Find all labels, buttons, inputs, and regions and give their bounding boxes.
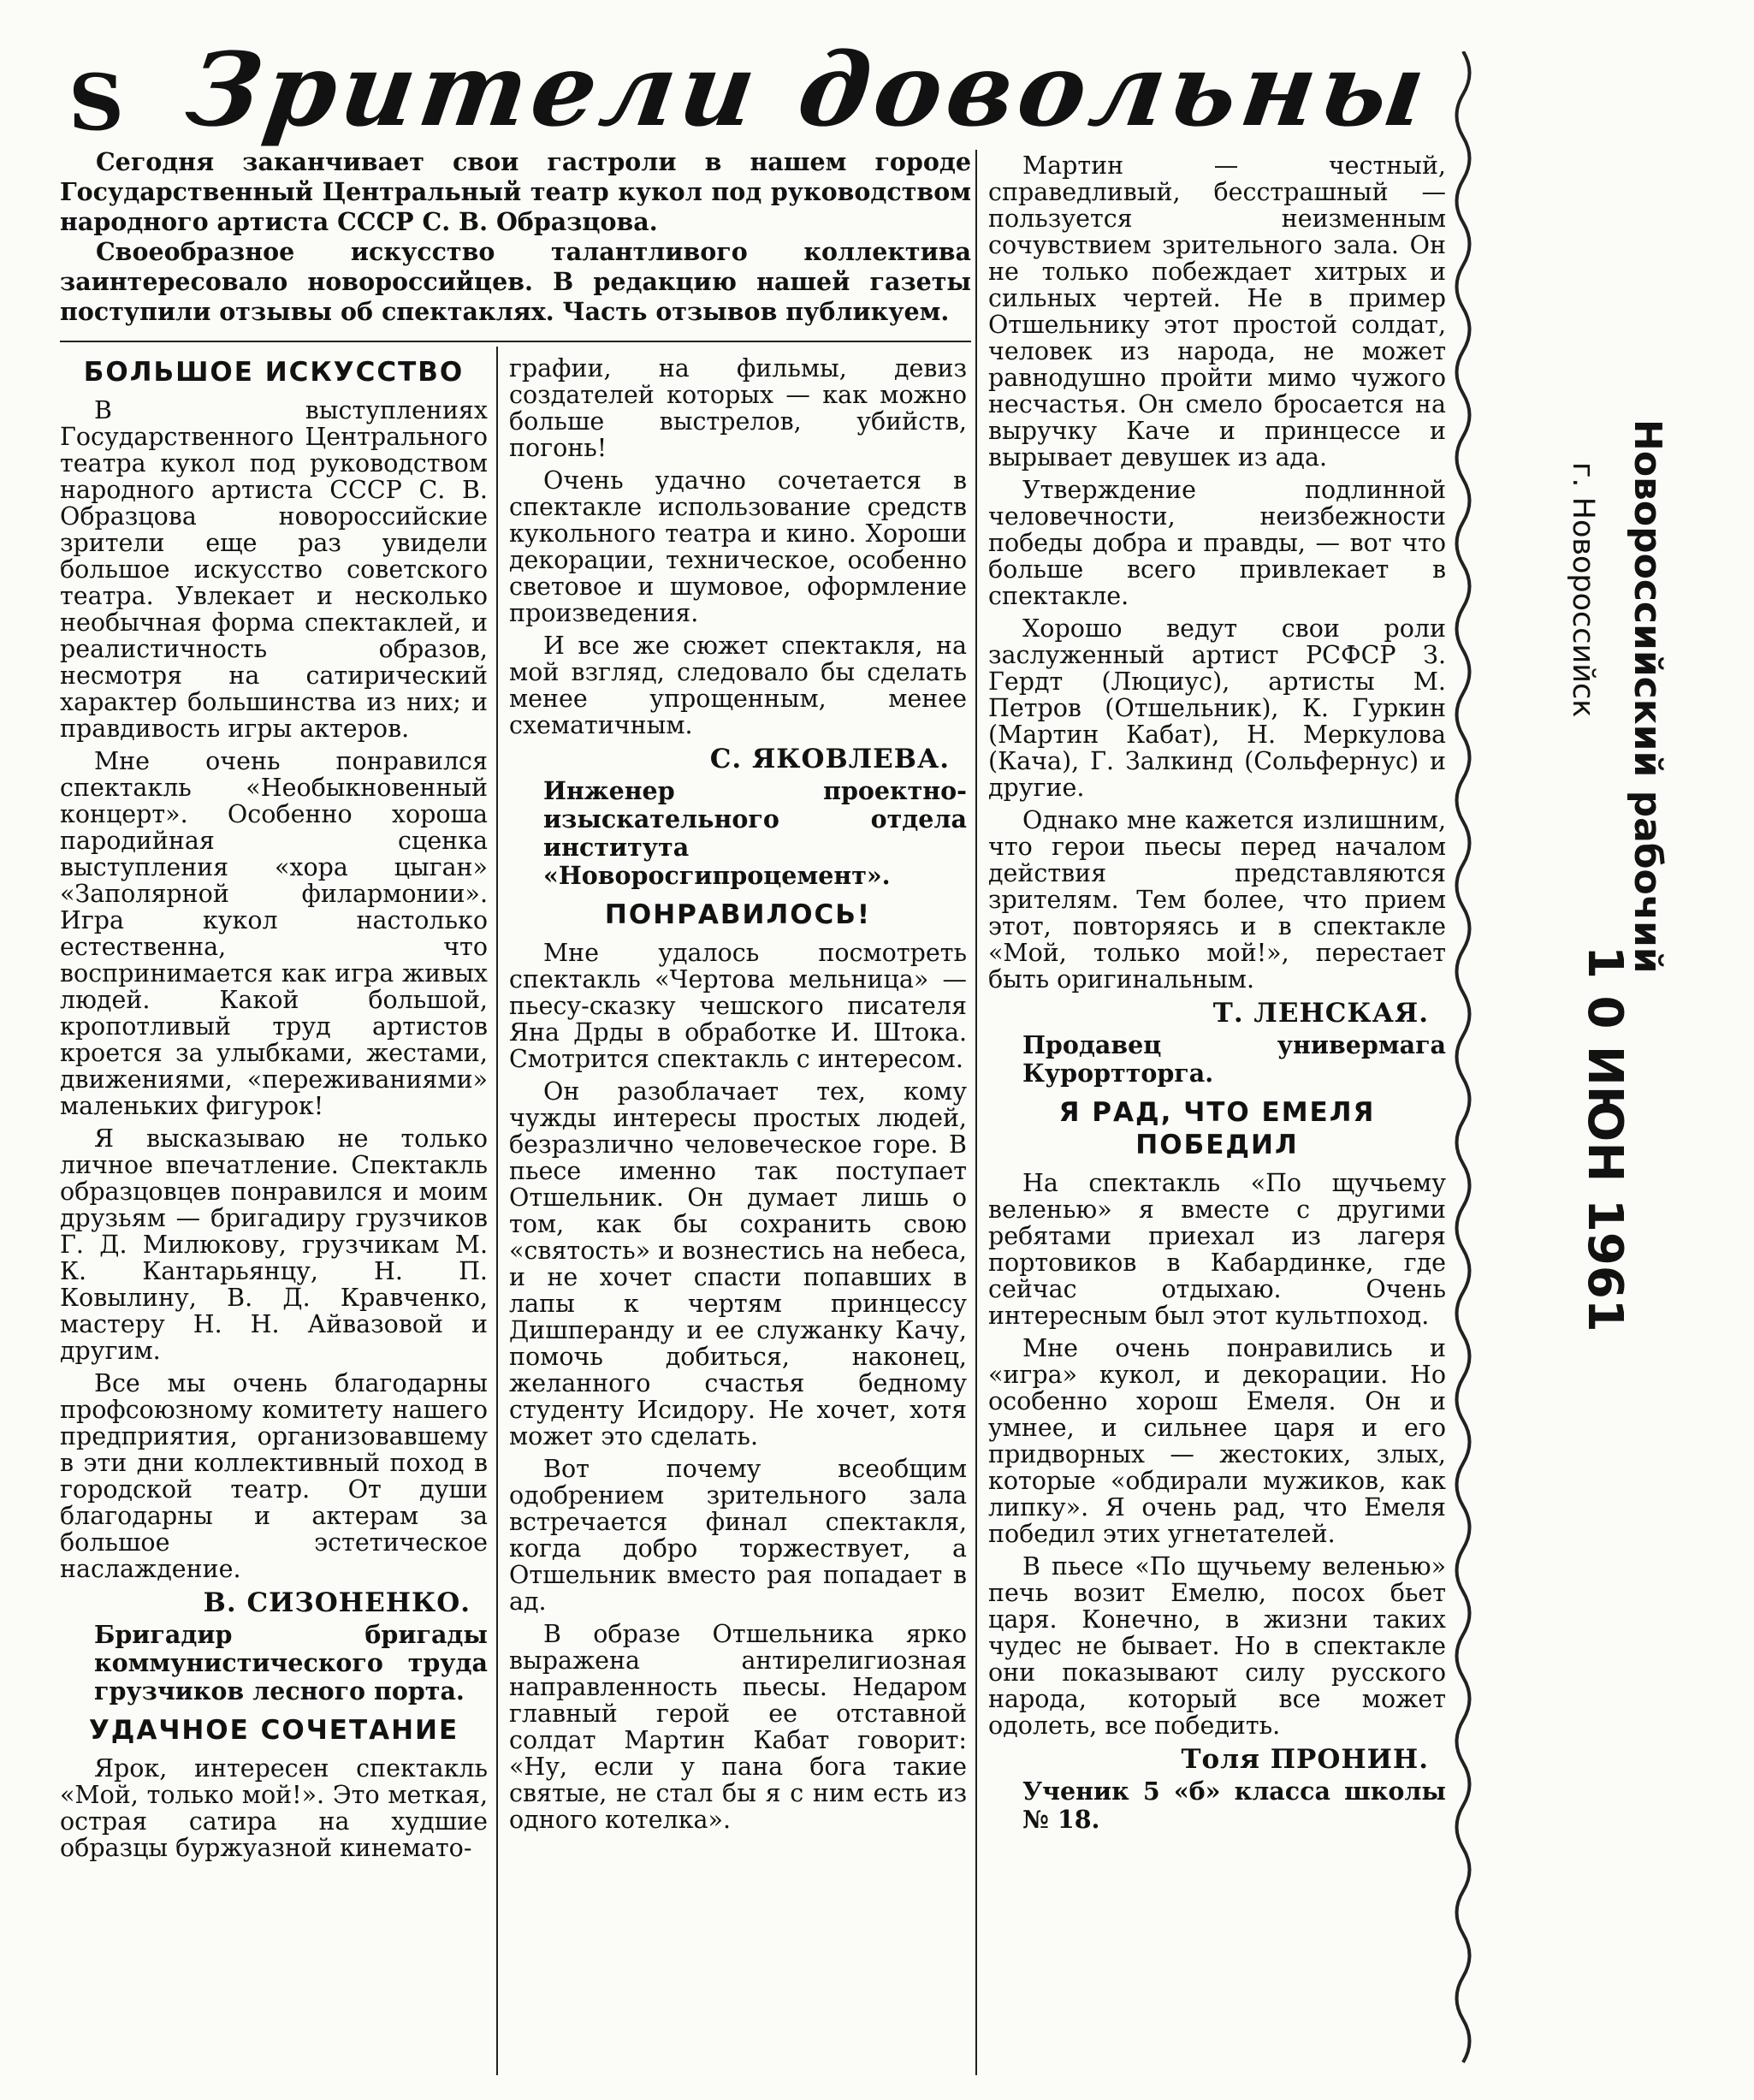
stamp-date: 1 0 ИЮН 1961	[1577, 946, 1633, 1332]
article-intro	[60, 147, 971, 327]
review-paragraph: Мне удалось посмотреть спектакль «Чертова мельница» — пьесу-сказку чешского писателя Яна Дрды в обработке И. Штока. Смотрится спектакль с интересом.	[509, 939, 967, 1073]
review-paragraph: Мне очень понравился спектакль «Необыкновенный концерт». Особенно хороша пародийная сценка выступления «хора цыган» «Заполярной филармонии». Игра кукол настолько естественна, что воспринимается как игра живых людей. Какой большой, кропотливый труд артистов кроется за улыбками, жестами, движениями, «переживаниями» маленьких фигурок!	[60, 747, 488, 1120]
article-title: Зрители довольны	[180, 30, 1437, 149]
review-paragraph: И все же сюжет спектакля, на мой взгляд, следовало бы сделать менее упрощенным, менее схематичным.	[509, 632, 967, 739]
review-heading: УДАЧНОЕ СОЧЕТАНИЕ	[88, 1715, 459, 1746]
author-signature: Толя ПРОНИН.	[1181, 1744, 1429, 1775]
author-position: Продавец универмага Курортторга.	[1022, 1030, 1446, 1088]
intro-paragraph: Сегодня заканчивает свои гастроли в нашем городе Государственный Центральный театр кукол под руководством народного артиста СССР С. В. Образцова.	[60, 147, 971, 236]
review-paragraph: На спектакль «По щучьему веленью» я вместе с другими ребятами приехал из лагеря портовиков в Кабардинке, где сейчас отдыхаю. Очень интересным был этот культпоход.	[988, 1169, 1446, 1330]
stamp-newspaper-name: Новороссийский рабочий	[1626, 419, 1669, 974]
author-signature: С. ЯКОВЛЕВА.	[709, 744, 950, 774]
review-heading: Я РАД, ЧТО ЕМЕЛЯ ПОБЕДИЛ	[1058, 1097, 1376, 1160]
review-heading: ПОНРАВИЛОСЬ!	[604, 899, 872, 930]
author-position: Ученик 5 «б» класса школы № 18.	[1022, 1777, 1446, 1834]
review-paragraph: В пьесе «По щучьему веленью» печь возит Емелю, посох бьет царя. Конечно, в жизни таких чудес не бывает. Но в спектакле они показывают силу русского народа, который все может одолеть, все победить.	[988, 1552, 1446, 1740]
author-signature: В. СИЗОНЕНКО.	[203, 1587, 471, 1618]
review-paragraph: Все мы очень благодарны профсоюзному комитету нашего предприятия, организовавшему в эти дни коллективный поход в городской театр. От души благодарны и актерам за большое эстетическое наслаждение.	[60, 1369, 488, 1583]
review-paragraph: Ярок, интересен спектакль «Мой, только мой!». Это меткая, острая сатира на худшие образцы буржуазной кинемато-	[60, 1754, 488, 1862]
column-3	[988, 152, 1446, 1842]
review-paragraph: Очень удачно сочетается в спектакле использование средств кукольного театра и кино. Хороши декорации, техническое, особенно световое и шумовое, оформление произведения.	[509, 466, 967, 627]
scribble-mark: S	[68, 57, 124, 148]
review-paragraph: графии, на фильмы, девиз создателей которых — как можно больше выстрелов, убийств, погонь!	[509, 354, 967, 462]
review-heading: БОЛЬШОЕ ИСКУССТВО	[83, 357, 465, 388]
column-rule	[496, 347, 498, 2075]
review-paragraph: Утверждение подлинной человечности, неизбежности победы добра и правды, — вот что больше всего привлекает в спектакле.	[988, 476, 1446, 610]
review-paragraph: Мартин — честный, справедливый, бесстрашный — пользуется неизменным сочувствием зрительного зала. Он не только побеждает хитрых и сильных чертей. Не в пример Отшельнику этот простой солдат, человек из народа, не может равнодушно пройти мимо чужого несчастья. Он смело бросается на выручку Каче и принцессе и вырывает девушек из ада.	[988, 151, 1446, 472]
column-rule	[975, 150, 977, 2075]
author-position: Бригадир бригады коммунистического труда грузчиков лесного порта.	[94, 1620, 488, 1706]
review-paragraph: В образе Отшельника ярко выражена антирелигиозная направленность пьесы. Недаром главный герой ее отставной солдат Мартин Кабат говорит: «Ну, если у пана бога такие святые, не стал бы я с ним есть из одного котелка».	[509, 1620, 967, 1834]
review-paragraph: В выступлениях Государственного Центрального театра кукол под руководством народного артиста СССР С. В. Образцова новороссийские зрители еще раз увидели большое искусство советского театра. Увлекает и несколько необычная форма спектаклей, и реалистичность образов, несмотря на сатирический характер большинства из них; и правдивость игры актеров.	[60, 396, 488, 743]
author-position: Инженер проектно-изыскательного отдела института «Новоросгипроцемент».	[543, 776, 967, 890]
review-paragraph: Я высказываю не только личное впечатление. Спектакль образцовцев понравился и моим друзьям — бригадиру грузчиков Г. Д. Милюкову, грузчикам М. К. Кантарьянцу, Н. П. Ковылину, В. Д. Кравченко, мастеру Н. Н. Айвазовой и другим.	[60, 1124, 488, 1365]
review-paragraph: Мне очень понравились и «игра» кукол, и декорации. Но особенно хорош Емеля. Он и умнее, и сильнее царя и его придворных — жестоких, злых, которые «обдирали мужиков, как липку». Я очень рад, что Емеля победил этих угнетателей.	[988, 1334, 1446, 1548]
column-2	[509, 355, 967, 1839]
stamp-city: г. Новороссийск	[1566, 462, 1600, 718]
author-signature: Т. ЛЕНСКАЯ.	[1212, 998, 1429, 1029]
review-paragraph: Однако мне кажется излишним, что герои пьесы перед началом действия представляются зрителям. Тем более, что прием этот, повторяясь и в спектакле «Мой, только мой!», перестает быть оригинальным.	[988, 806, 1446, 994]
column-1	[60, 351, 488, 1867]
review-paragraph: Он разоблачает тех, кому чужды интересы простых людей, безразлично человеческое горе. В пьесе именно так поступает Отшельник. Он думает лишь о том, как бы сохранить свою «святость» и вознестись на небеса, и не хочет спасти попавших в лапы к чертям принцессу Дишперанду и ее служанку Качу, помочь добиться, наконец, желанного счастья бедному студенту Исидору. Не хочет, хотя может это сделать.	[509, 1077, 967, 1450]
intro-paragraph: Своеобразное искусство талантливого коллектива заинтересовало новороссийцев. В редакцию нашей газеты поступили отзывы об спектаклях. Часть отзывов публикуем.	[60, 237, 971, 326]
review-paragraph: Хорошо ведут свои роли заслуженный артист РСФСР З. Гердт (Люциус), артисты М. Петров (Отшельник), К. Гуркин (Мартин Кабат), Н. Меркулова (Кача), Г. Залкинд (Сольфернус) и другие.	[988, 614, 1446, 802]
torn-edge	[1446, 51, 1480, 2079]
intro-rule	[60, 341, 971, 342]
review-paragraph: Вот почему всеобщим одобрением зрительного зала встречается финал спектакля, когда добро торжествует, а Отшельник вместо рая попадает в ад.	[509, 1455, 967, 1616]
